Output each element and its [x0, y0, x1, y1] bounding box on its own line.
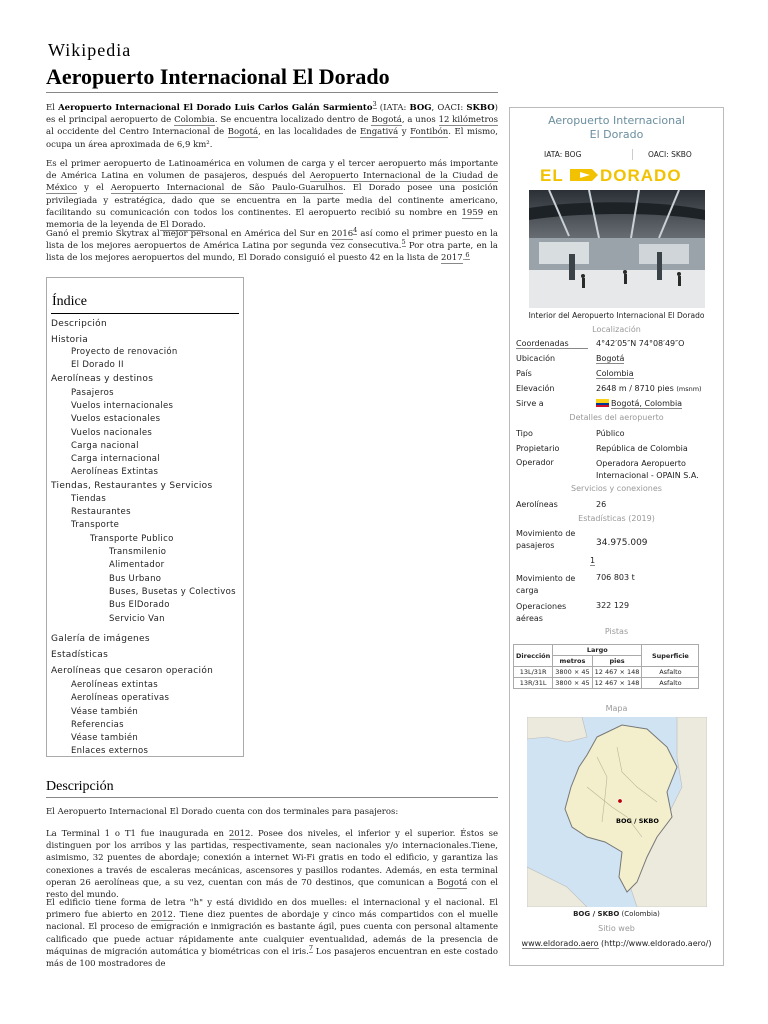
- airport-codes: [520, 150, 710, 160]
- infobox-title: Aeropuerto Internacional El Dorado: [548, 114, 685, 141]
- col-metros: metros: [553, 656, 592, 667]
- section-estadisticas: Estadísticas (2019): [578, 514, 655, 523]
- svg-text:DORADO: DORADO: [600, 166, 682, 184]
- toc-item[interactable]: Bus Urbano: [109, 574, 162, 584]
- ref-link[interactable]: 1: [590, 556, 596, 565]
- toc-item[interactable]: Proyecto de renovación: [71, 347, 178, 357]
- toc-item[interactable]: Aerolíneas y destinos: [51, 374, 154, 384]
- section-pistas: Pistas: [604, 627, 629, 636]
- title-divider: [46, 92, 498, 93]
- toc-item[interactable]: Alimentador: [109, 560, 165, 570]
- toc-title: Índice: [52, 294, 87, 309]
- toc-item[interactable]: Aerolíneas operativas: [71, 693, 170, 703]
- toc-item[interactable]: Carga nacional: [71, 441, 139, 451]
- col-direccion: Dirección: [514, 645, 553, 667]
- table-of-contents: [46, 277, 244, 757]
- website-link[interactable]: www.eldorado.aero (http://www.eldorado.aero/): [521, 939, 712, 948]
- link-bogota[interactable]: Bogotá: [227, 127, 259, 138]
- toc-item[interactable]: Transmilenio: [109, 547, 167, 557]
- toc-item[interactable]: Véase también: [71, 707, 139, 717]
- toc-item[interactable]: Aerolíneas que cesaron operación: [51, 666, 214, 676]
- toc-item[interactable]: Transporte: [71, 520, 120, 530]
- toc-item[interactable]: Galería de imágenes: [51, 634, 150, 644]
- link-aeropuerto-mexico[interactable]: Aeropuerto Internacional de la Ciudad de México: [46, 171, 498, 194]
- link-2012[interactable]: 2012: [151, 910, 173, 921]
- section-divider: [46, 797, 498, 798]
- toc-item[interactable]: Vuelos internacionales: [71, 401, 174, 411]
- link-1959[interactable]: 1959: [461, 207, 484, 218]
- link-bogota[interactable]: Bogotá: [371, 115, 402, 126]
- section-heading-descripcion: Descripción: [46, 779, 114, 794]
- iata-code: IATA: BOG: [544, 150, 582, 159]
- link-2016[interactable]: 2016: [331, 229, 354, 239]
- runways-table: [513, 644, 699, 689]
- toc-item[interactable]: Buses, Busetas y Colectivos: [109, 587, 236, 597]
- link-2017[interactable]: 2017: [441, 253, 463, 264]
- toc-item[interactable]: Servicio Van: [109, 614, 165, 624]
- row-movimiento-pasajeros: Movimiento de pasajeros 34.975.009: [516, 529, 648, 550]
- section-mapa: Mapa: [605, 704, 628, 713]
- toc-item[interactable]: Vuelos estacionales: [71, 414, 161, 424]
- toc-item[interactable]: Véase también: [71, 733, 139, 743]
- toc-item[interactable]: Restaurantes: [71, 507, 131, 517]
- toc-item[interactable]: Aerolíneas Extintas: [71, 467, 159, 477]
- map-caption: BOG / SKBO (Colombia): [573, 910, 660, 918]
- link-colombia[interactable]: Colombia: [596, 369, 634, 378]
- link-bogota[interactable]: Bogotá: [596, 354, 625, 363]
- svg-text:EL: EL: [540, 166, 564, 184]
- photo-caption: Interior del Aeropuerto Internacional El Dorado: [528, 311, 705, 320]
- link-2012[interactable]: 2012: [228, 829, 251, 839]
- toc-item[interactable]: Tiendas: [71, 494, 107, 504]
- intro-paragraph-3: Ganó el premio Skytrax al mejor personal en América del Sur en 2016$^4$ así como el primer puesto en la lista de los mejores aeropuertos de América Latina por segunda vez consecutiva.$^5$ Por otra parte, en la lista de los mejores aeropuertos del mundo, El Dorado consiguió el puesto 42 en la lista de 2017.$^6$: [46, 226, 498, 264]
- descripcion-paragraph-3: El edificio tiene forma de letra "h" y está dividido en dos muelles: el internacional y el nacional. El primero fue abierto en 2012. Tiene diez puentes de abordaje y cinco más compartidos con el muelle nacional. El proceso de emigración e inmigración es bastante ágil, pues cuenta con personal altamente calificado que puede actuar rápidamente ante cualquier eventualidad, además de la presencia de máquinas de migración automática y biométricas con el iris.$^7$ Los pasajeros encuentran en este costado más de 100 mostradores de: [46, 898, 499, 970]
- codes-divider: [632, 149, 633, 160]
- toc-item[interactable]: Tiendas, Restaurantes y Servicios: [51, 481, 213, 491]
- link-bogota[interactable]: Bogotá: [437, 877, 468, 888]
- ref-link[interactable]: 6: [465, 250, 470, 259]
- colombia-flag-icon: [596, 399, 609, 407]
- col-superficie: Superficie: [642, 645, 699, 667]
- descripcion-paragraph-1: El Aeropuerto Internacional El Dorado cuenta con dos terminales para pasajeros:: [46, 807, 399, 817]
- col-largo: Largo: [553, 645, 642, 656]
- article-subject: Aeropuerto Internacional El Dorado Luis Carlos Galán Sarmiento: [58, 103, 373, 113]
- toc-item[interactable]: Enlaces externos: [71, 746, 149, 756]
- intro-paragraph-1: El Aeropuerto Internacional El Dorado Luis Carlos Galán Sarmiento$^3$ (IATA: BOG, OACI: SKBO) es el principal aeropuerto de Colombia. Se encuentra localizado dentro de Bogotá, a unos 12 kilómetros al occidente del Centro Internacional de Bogotá, en las localidades de Engativá y Fontibón. El mismo, ocupa un área aproximada de 6,9 km².: [46, 100, 498, 150]
- section-detalles: Detalles del aeropuerto: [569, 413, 664, 422]
- airport-marker[interactable]: [618, 799, 622, 803]
- link-bogota-colombia[interactable]: Bogotá, Colombia: [611, 399, 683, 408]
- link-el-dorado[interactable]: El Dorado: [159, 220, 204, 231]
- toc-item[interactable]: Transporte Publico: [90, 534, 174, 544]
- col-pies: pies: [592, 656, 642, 667]
- table-row: 13R/31L 3800 × 45 12 467 × 148 Asfalto: [514, 678, 699, 689]
- link-colombia[interactable]: Colombia: [174, 115, 215, 126]
- link-engativa[interactable]: Engativá: [360, 127, 399, 138]
- toc-item[interactable]: Bus ElDorado: [109, 600, 170, 610]
- toc-item[interactable]: Estadísticas: [51, 650, 109, 660]
- link-distance[interactable]: 12 kilómetros: [438, 115, 498, 126]
- toc-item[interactable]: Pasajeros: [71, 388, 114, 398]
- toc-item[interactable]: Vuelos nacionales: [71, 428, 153, 438]
- link-fontibon[interactable]: Fontibón: [410, 127, 449, 138]
- infobox: Aeropuerto Internacional El Dorado IATA: BOG OACI: SKBO EL DORADO Interior del Aeropuerto Internacional El Dorado Localización Coordenadas 4°42′05″N 74°08′49″O Ubicación Bogotá País Colombia Elevación 2648 m / 8710 pies (msnm) Sirve a Bogotá, Colombia Detalles del aeropuerto Tipo Público Propietario República de Colombia Operador Operadora Aeropuerto Internacional - OPAIN S.A. Servicios y conexiones Aerolíneas 26 Estadísticas (2019) Movimiento de pasajeros 34.975.009 1 Movimiento de carga 706 803 t Operaciones aéreas 322 129 Pistas Dirección Largo Superficie metros pies 13L/31R 3800 × 45 12 467 × 148 Asfalto 13R/31L 3800 × 45 12 467 × 148 Asfalto Mapa BOG / SKBO BOG / SKBO (Colombia) Sitio web www.eldorado.aero (http://www.eldorado.aero/): [509, 107, 724, 966]
- toc-item[interactable]: Historia: [51, 335, 89, 345]
- page-title: Aeropuerto Internacional El Dorado: [46, 64, 390, 89]
- location-map[interactable]: [527, 717, 707, 907]
- map-marker-label: BOG / SKBO: [616, 817, 659, 825]
- intro-paragraph-2: Es el primer aeropuerto de Latinoamérica en volumen de carga y el tercer aeropuerto más importante de América Latina en volumen de pasajeros, después del Aeropuerto Internacional de la Ciudad de México y el Aeropuerto Internacional de São Paulo-Guarulhos. El Dorado posee una posición privilegiada y estratégica, dado que se encuentra en la parte media del continente americano, facilitando su comunicación con todos los continentes. El aeropuerto recibió su nombre en 1959 en memoria de la leyenda de El Dorado.: [46, 159, 498, 231]
- toc-item[interactable]: Descripción: [51, 319, 107, 329]
- terminal-photo[interactable]: [529, 190, 705, 308]
- section-servicios: Servicios y conexiones: [571, 484, 662, 493]
- toc-item[interactable]: Referencias: [71, 720, 124, 730]
- ref-link[interactable]: 7: [308, 943, 313, 952]
- ref-link[interactable]: 3: [372, 100, 377, 109]
- section-localizacion: Localización: [592, 325, 641, 334]
- link-aeropuerto-guarulhos[interactable]: Aeropuerto Internacional de São Paulo-Guarulhos: [110, 183, 343, 194]
- ref-link[interactable]: 4: [353, 226, 358, 235]
- section-sitio-web: Sitio web: [598, 924, 635, 933]
- table-row: 13L/31R 3800 × 45 12 467 × 148 Asfalto: [514, 667, 699, 678]
- wikipedia-logo[interactable]: Wikipedia: [48, 40, 132, 60]
- oaci-code: OACI: SKBO: [648, 150, 692, 159]
- el-dorado-logo: [540, 166, 698, 184]
- descripcion-paragraph-2: La Terminal 1 o T1 fue inaugurada en 2012. Posee dos niveles, el inferior y el superior. Éstos se distinguen por los arribos y las partidas, respectivamente, sean nacionales y/o internacionales.Tiene, asimismo, 32 puentes de abordaje; conexión a internet Wi-Fi gratis en todo el edificio, y garantiza las conexiones a través de escaleras mecánicas, ascensores y pasillos rodantes. Además, en esta terminal operan 26 aerolíneas que, a su vez, cuentan con más de 70 destinos, que comunican a Bogotá con el resto del mundo.: [46, 829, 499, 901]
- toc-item[interactable]: Carga internacional: [71, 454, 160, 464]
- toc-divider: [51, 313, 239, 314]
- toc-item[interactable]: Aerolíneas extintas: [71, 680, 158, 690]
- toc-item[interactable]: El Dorado II: [71, 360, 124, 370]
- coordinates-value[interactable]: 4°42′05″N 74°08′49″O: [596, 339, 685, 348]
- ref-link[interactable]: 5: [401, 238, 406, 247]
